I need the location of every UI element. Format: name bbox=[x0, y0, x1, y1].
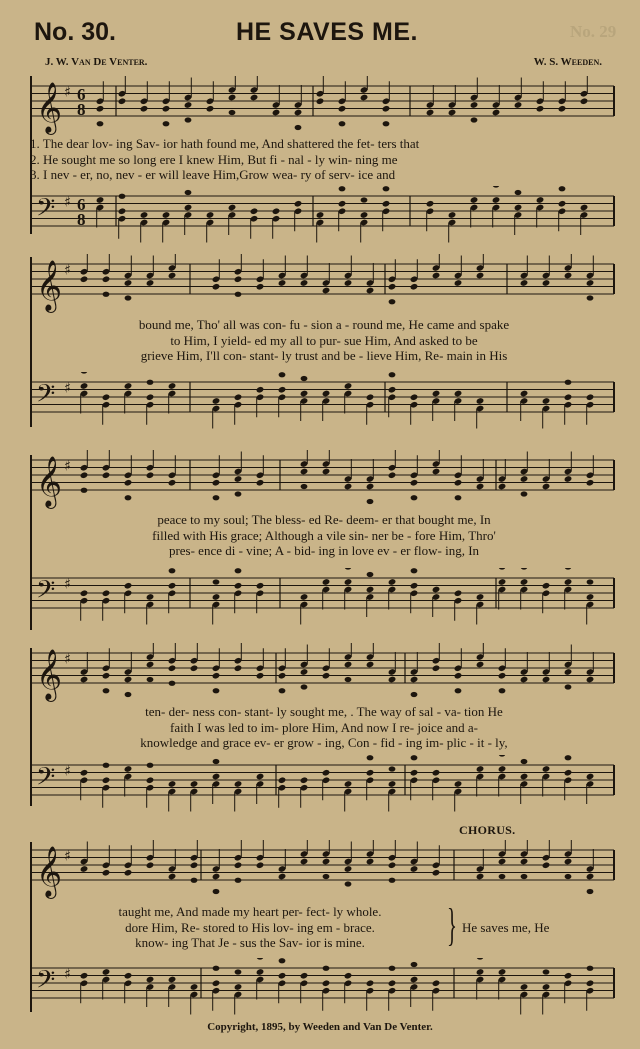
verse-1-line: peace to my soul; The bless- ed Re- deem- er that bought me, In bbox=[157, 512, 491, 527]
lyrics-block bbox=[30, 704, 618, 751]
svg-text:𝄢: 𝄢 bbox=[36, 762, 56, 798]
svg-text:♯: ♯ bbox=[64, 966, 71, 983]
svg-text:𝄞: 𝄞 bbox=[36, 82, 63, 133]
svg-text:6: 6 bbox=[77, 85, 86, 104]
svg-text:6: 6 bbox=[77, 195, 86, 214]
svg-text:𝄢: 𝄢 bbox=[36, 575, 56, 611]
svg-text:𝄞: 𝄞 bbox=[36, 846, 63, 897]
bass-staff bbox=[0, 186, 640, 248]
verse-2-line: filled with His grace; Although a vile sin- ner be - fore Him, Thro' bbox=[152, 527, 496, 543]
bass-staff bbox=[0, 755, 640, 817]
hymn-title: HE SAVES ME. bbox=[236, 18, 418, 46]
svg-text:♯: ♯ bbox=[64, 763, 71, 780]
verse-2-line: dore Him, Re- stored to His lov- ing em - brace. bbox=[125, 919, 375, 935]
lyricist-credit: J. W. Van De Venter. bbox=[45, 56, 148, 68]
verse-1-line: ten- der- ness con- stant- ly sought me, . The way of sal - va- tion He bbox=[145, 704, 503, 719]
svg-text:♯: ♯ bbox=[64, 576, 71, 593]
chorus-lyric: He saves me, He bbox=[462, 920, 550, 935]
lyrics-block bbox=[30, 317, 618, 364]
treble-staff bbox=[0, 643, 640, 705]
svg-text:𝄞: 𝄞 bbox=[36, 649, 63, 700]
svg-text:♯: ♯ bbox=[64, 651, 71, 668]
verse-2-line: faith I was led to im- plore Him, And now I re- joice and a- bbox=[170, 719, 478, 735]
verse-3-line: pres- ence di - vine; A - bid- ing in love ev - er flow- ing, In bbox=[168, 543, 480, 558]
treble-staff bbox=[0, 840, 640, 902]
svg-text:8: 8 bbox=[77, 210, 86, 229]
svg-text:8: 8 bbox=[77, 100, 86, 119]
lyrics-block bbox=[50, 904, 450, 951]
verse-3-line: grieve Him, I'll con- stant- ly trust and be - lieve Him, Re- main in His bbox=[140, 348, 508, 363]
lyrics-block bbox=[30, 512, 618, 559]
copyright-notice: Copyright, 1895, by Weeden and Van De Venter. bbox=[207, 1021, 433, 1033]
bleed-through-text: No. 29 bbox=[570, 22, 617, 41]
bass-staff bbox=[0, 372, 640, 434]
verse-1-line: bound me, Tho' all was con- fu - sion a - round me, He came and spake bbox=[138, 317, 510, 332]
verse-1-line: 1. The dear lov- ing Sav- ior hath found me, And shattered the fet- ters that bbox=[30, 136, 420, 151]
svg-text:𝄢: 𝄢 bbox=[36, 965, 56, 1001]
svg-text:𝄢: 𝄢 bbox=[36, 193, 56, 229]
treble-staff bbox=[0, 450, 640, 512]
verse-2-line: 2. He sought me so long ere I knew Him, But fi - nal - ly win- ning me bbox=[30, 151, 398, 167]
verse-3-line: 3. I nev - er, no, nev - er will leave Him,Grow wea- ry of serv- ice and bbox=[30, 167, 396, 182]
svg-text:♯: ♯ bbox=[64, 848, 71, 865]
svg-text:𝄞: 𝄞 bbox=[36, 456, 63, 507]
svg-text:𝄞: 𝄞 bbox=[36, 260, 63, 311]
composer-credit: W. S. Weeden. bbox=[533, 56, 602, 68]
treble-staff bbox=[0, 254, 640, 316]
svg-text:𝄢: 𝄢 bbox=[36, 379, 56, 415]
treble-staff bbox=[0, 76, 640, 138]
verse-3-line: knowledge and grace ev- er grow - ing, Con - fid - ing im- plic - it - ly, bbox=[140, 735, 508, 750]
lyrics-brace: } bbox=[447, 899, 457, 950]
svg-text:♯: ♯ bbox=[64, 458, 71, 475]
lyrics-block bbox=[30, 136, 618, 183]
bass-staff bbox=[0, 568, 640, 630]
svg-text:♯: ♯ bbox=[64, 262, 71, 279]
svg-text:♯: ♯ bbox=[64, 84, 71, 101]
hymn-number: No. 30. bbox=[34, 18, 116, 46]
bass-staff bbox=[0, 958, 640, 1020]
verse-1-line: taught me, And made my heart per- fect- ly whole. bbox=[118, 904, 382, 919]
svg-text:♯: ♯ bbox=[64, 380, 71, 397]
verse-3-line: know- ing That Je - sus the Sav- ior is mine. bbox=[135, 935, 365, 950]
svg-text:♯: ♯ bbox=[64, 194, 71, 211]
chorus-label: CHORUS. bbox=[459, 823, 516, 837]
verse-2-line: to Him, I yield- ed my all to pur- sue Him, And asked to be bbox=[170, 332, 478, 348]
